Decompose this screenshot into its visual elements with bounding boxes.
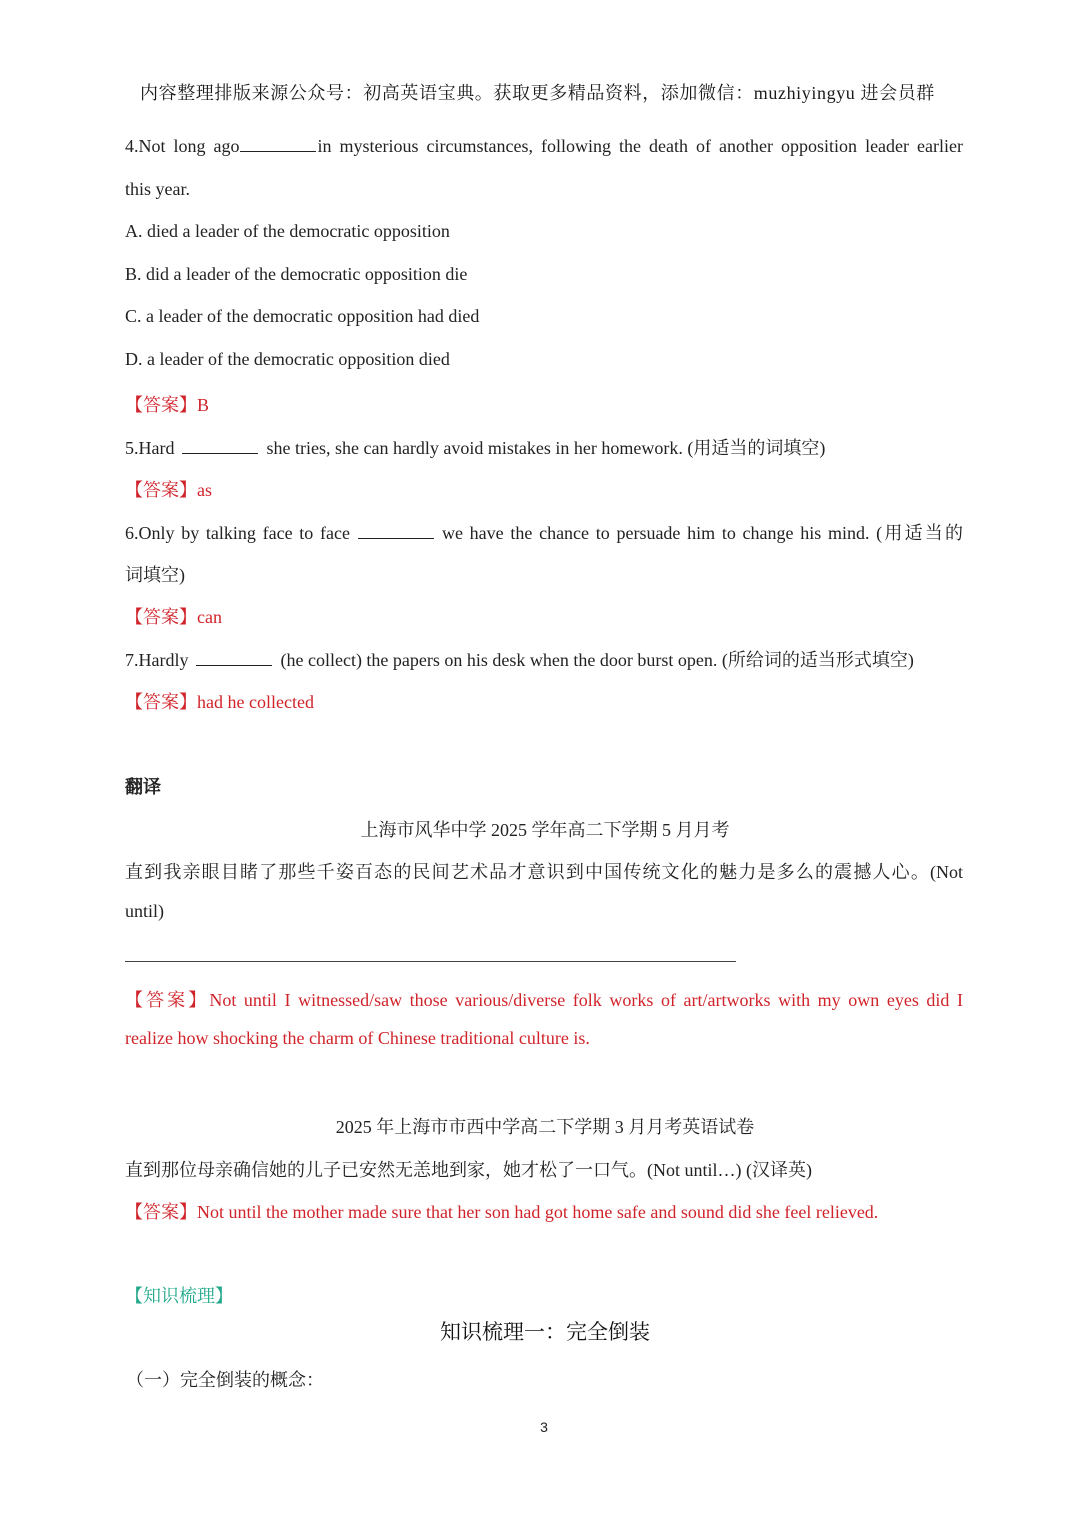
question-7-suffix: (he collect) the papers on his desk when the door burst open. (所给词的适当形式填空) — [280, 650, 914, 670]
question-6-line1 — [125, 519, 963, 545]
question-7 — [125, 646, 914, 672]
translation-1-source: 上海市风华中学 2025 学年高二下学期 5 月月考 — [360, 820, 730, 840]
question-4-line1 — [125, 136, 963, 157]
page-number: 3 — [540, 1419, 548, 1435]
translation-1-line1: 直到我亲眼目睹了那些千姿百态的民间艺术品才意识到中国传统文化的魅力是多么的震撼人心。(Not — [125, 862, 963, 882]
translation-2-line1: 直到那位母亲确信她的儿子已安然无恙地到家，她才松了一口气。(Not until…) (汉译英) — [125, 1160, 812, 1180]
option-c: C. a leader of the democratic opposition had died — [125, 306, 480, 326]
question-6-prefix: 6.Only by talking face to face — [125, 523, 350, 543]
question-7-prefix: 7.Hardly — [125, 650, 189, 670]
question-5-answer: 【答案】as — [125, 480, 212, 500]
answer-blank — [196, 651, 272, 666]
question-7-answer: 【答案】had he collected — [125, 692, 314, 712]
translation-1-answer-line1: 【答案】Not until I witnessed/saw those various/diverse folk works of art/artworks with my own eyes did I — [125, 990, 963, 1010]
section-label-translation: 翻译 — [125, 777, 161, 797]
header-note: 内容整理排版来源公众号：初高英语宝典。获取更多精品资料，添加微信：muzhiyingyu 进会员群 — [140, 83, 935, 103]
translation-1-line2: until) — [125, 901, 164, 921]
translation-1-answer-line2: realize how shocking the charm of Chinese traditional culture is. — [125, 1028, 590, 1048]
knowledge-label: 【知识梳理】 — [125, 1286, 233, 1306]
option-a: A. died a leader of the democratic opposition — [125, 221, 450, 241]
question-4-suffix: in mysterious circumstances, following the death of another opposition leader earlier — [317, 136, 963, 156]
option-d: D. a leader of the democratic opposition died — [125, 349, 450, 369]
question-6-answer: 【答案】can — [125, 607, 222, 627]
translation-2-answer: 【答案】Not until the mother made sure that her son had got home safe and sound did she feel relieved. — [125, 1202, 879, 1222]
question-5-suffix: she tries, she can hardly avoid mistakes in her homework. (用适当的词填空) — [266, 438, 826, 458]
question-5 — [125, 434, 825, 460]
knowledge-title: 知识梳理一：完全倒装 — [440, 1320, 650, 1344]
answer-blank — [358, 524, 434, 539]
question-4-line2: this year. — [125, 179, 190, 199]
question-6-suffix: we have the chance to persuade him to change his mind. (用适当的 — [441, 523, 964, 543]
answer-writing-line — [125, 961, 736, 962]
translation-2-source: 2025 年上海市市西中学高二下学期 3 月月考英语试卷 — [335, 1117, 755, 1137]
question-5-prefix: 5.Hard — [125, 438, 175, 458]
question-4-prefix: 4.Not long ago — [125, 136, 240, 156]
answer-blank — [240, 137, 316, 152]
question-4-answer: 【答案】B — [125, 395, 210, 415]
answer-blank — [182, 439, 258, 454]
question-6-line2: 词填空) — [125, 565, 185, 585]
knowledge-subheading: （一）完全倒装的概念： — [126, 1370, 324, 1390]
option-b: B. did a leader of the democratic opposition die — [125, 264, 468, 284]
